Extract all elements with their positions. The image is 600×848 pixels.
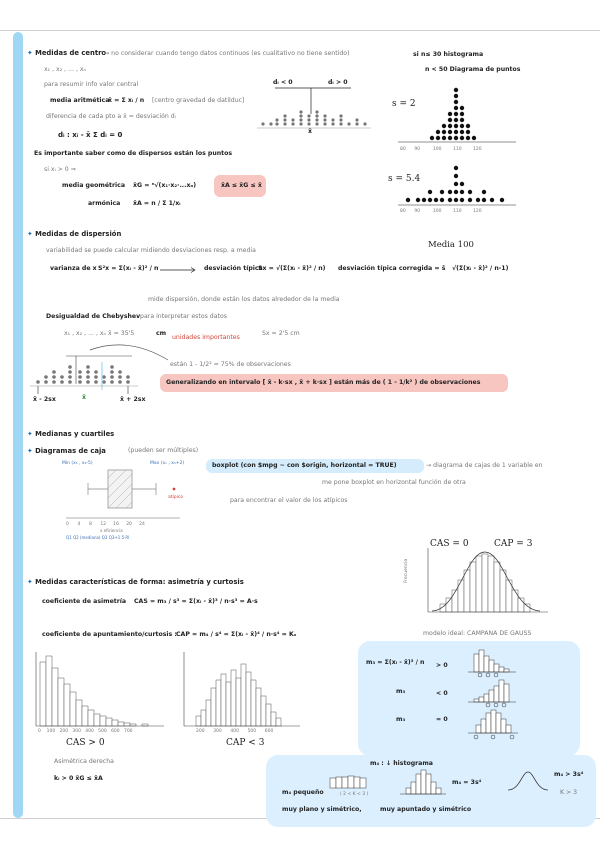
media100-label: Media 100 (428, 240, 474, 250)
max-label: Max (xₙ , x₃+2) (150, 461, 185, 466)
dotplot-s2 (398, 84, 518, 150)
di-formula: dᵢ : xᵢ - x̄ Σ dᵢ = 0 (58, 131, 123, 139)
x-sequence: x₁ , x₂ , ... , xₙ (44, 66, 87, 73)
m3-formula: m₃ = Σ(xᵢ - x̄)³ / n (366, 659, 425, 666)
n-diagrama-label: n < 50 Diagrama de puntos (425, 66, 521, 73)
label-xbar-minus-2sx: x̄ - 2sx (33, 396, 56, 403)
sx-value: Sx = 2'5 cm (262, 330, 300, 337)
histogram-flat (180, 652, 310, 734)
desviacion-dotplot (255, 80, 395, 140)
cap-lt3-label: CAP < 3 (226, 738, 265, 748)
mide-note: mide dispersión, donde están los datos alrededor de la media (148, 296, 340, 303)
m3-gt0: > 0 (436, 662, 448, 669)
m4-title: m₄ : ↓ histograma (370, 760, 433, 767)
varianza-label: varianza de x (50, 265, 97, 272)
generalizando-formula: Generalizando en intervalo [ x̄ - k·sx , x̄ + k·sx ] están más de ( 1 - 1/k² ) de observaciones (166, 379, 481, 386)
apuntamiento-label: coeficiente de apuntamiento/curtosis : (42, 631, 177, 638)
k-gt3: K > 3 (560, 789, 578, 796)
label-xbar-plus-2sx: x̄ + 2sx (120, 396, 146, 403)
top-divider (0, 30, 600, 31)
boxplot-desc2: me pone boxplot en horizontal función de otra (322, 479, 466, 486)
asimetria-formula: CAS = m₃ / s³ = Σ(xᵢ - x̄)³ / n·s³ = A·s (134, 598, 258, 605)
atipicos-note: para encontrar el valor de los atípicos (230, 497, 348, 504)
m3c-label: m₃ (396, 716, 406, 723)
geom-formula: x̄G = ⁿ√(x₁·x₂·...xₙ) (133, 182, 197, 189)
section-centro-title: ✦ Medidas de centro (27, 49, 107, 57)
chebyshev-seq: x₁ , x₂ , ... , xₙ x̄ = 35'5 (64, 330, 135, 337)
ineq-formula: x̄A ≤ x̄G ≤ x̄ (221, 182, 262, 189)
boxplot-code: boxplot (con $mpg ~ con $origin, horizontal = TRUE) (212, 462, 397, 469)
cap3-label: CAP = 3 (494, 539, 533, 549)
resumir-note: para resumir info valor central (44, 81, 139, 88)
x-labels-mid: 200 300 400 500 600 (196, 729, 274, 734)
s2-label: s = 2 (392, 99, 416, 109)
modelo-ideal: modelo ideal: CAMPANA DE GAUSS (423, 630, 532, 637)
diferencia-note: diferencia de cada pto a x̄ = desviación dᵢ (46, 113, 176, 120)
estan-note: están 1 - 1/2² = 75% de observaciones (170, 361, 291, 368)
section-forma-title: ✦ Medidas características de forma: asimetría y curtosis (27, 578, 244, 586)
desv-corr-formula: √(Σ(xᵢ - x̄)² / n-1) (452, 265, 509, 272)
varianza-formula: S²x = Σ(xᵢ - x̄)² / n (98, 265, 159, 272)
boxplot-desc: → diagrama de cajas de 1 variable en (426, 462, 543, 469)
desv-corr-label: desviación típica corregida = ŝ (338, 265, 446, 272)
arm-formula: x̄A = n / Σ 1/xᵢ (133, 200, 181, 207)
chebyshev-label: Desigualdad de Chebyshev (46, 313, 141, 320)
m4-eq: m₄ = 3s⁴ (452, 779, 482, 786)
diagramas-caja-note: (pueden ser múltiples) (128, 447, 199, 454)
symmetric-sketch (466, 707, 522, 741)
arm-label: armónica (88, 200, 121, 207)
m4-range: ( 2 < K < 3 ) (340, 792, 369, 797)
leptokurtic-sketch (506, 770, 550, 794)
s54-label: s = 5.4 (388, 174, 421, 184)
chebyshev-note: : para interpretar estos datos (136, 313, 227, 320)
label-xbar: x̄ (82, 394, 86, 401)
centro-note: → no considerar cuando tengo datos continuos (es cualitativo no tiene sentido) (104, 50, 350, 57)
min-label: Min (x₁ , x₂-5) (62, 461, 93, 466)
box-axis-label: x eficiencia (100, 528, 123, 533)
gauss-histogram (418, 548, 558, 618)
cas-gt0-label: CAS > 0 (66, 738, 105, 748)
m3b-label: m₃ (396, 688, 406, 695)
muy-plano: muy plano y simétrico, (282, 806, 362, 813)
atipico-label: atípico (168, 495, 184, 500)
margin-bar (13, 32, 23, 818)
di-positive-label: dᵢ > 0 (328, 79, 348, 86)
muy-apuntado: muy apuntado y simétrico (380, 806, 472, 813)
diagramas-caja-title: ✦ Diagramas de caja (27, 447, 106, 455)
arrow-varianza (160, 266, 198, 274)
skew-left-sketch (466, 678, 522, 708)
si-x: si xᵢ > 0 ⇒ (44, 166, 76, 173)
m4-gt: m₄ > 3s⁴ (554, 771, 584, 778)
variabilidad-note: variabilidad se puede calcular midiendo desviaciones resp. a media (46, 247, 256, 254)
peaked-sketch (398, 768, 448, 798)
asimetrica-derecha: Asimétrica derecha (54, 758, 114, 765)
media-label: media aritmética (50, 97, 110, 104)
box-axis-ticks: 0 4 8 12 16 20 24 (66, 522, 145, 527)
ticks-s54: 80 90 100 110 120 (400, 209, 482, 214)
media-formula: x̄ = Σ xᵢ / n (108, 97, 145, 104)
frecuencia-label: Frecuencia (404, 558, 409, 583)
media-note: [centro gravedad de datilduc] (152, 97, 245, 104)
skew-right-sketch (466, 648, 522, 678)
xbar-label: x̄ (308, 128, 312, 135)
m3-lt0: < 0 (436, 690, 448, 697)
ineq-bottom: kᵢ > 0 x̄G ≤ x̄A (54, 775, 103, 782)
cm-unit: cm (156, 330, 167, 337)
x-labels-left: 0 100 200 300 400 500 600 700 (38, 729, 133, 734)
flat-sketch (328, 772, 374, 790)
unidades-note: unidades importantes (172, 334, 240, 341)
m4-pequeno: m₄ pequeño (282, 789, 324, 796)
dotplot-s54 (398, 162, 518, 214)
importante-note: Es importante saber como de dispersos están los puntos (34, 150, 233, 157)
geom-label: media geométrica (62, 182, 126, 189)
m3-eq0: = 0 (436, 716, 448, 723)
section-medianas-title: ✦ Medianas y cuartiles (27, 430, 115, 438)
desv-formula: Sx = √(Σ(xᵢ - x̄)² / n) (258, 265, 326, 272)
section-dispersion-title: ✦ Medidas de dispersión (27, 230, 122, 238)
cas0-label: CAS = 0 (430, 539, 469, 549)
asimetria-label: coeficiente de asimetría (42, 598, 127, 605)
ticks-s2: 80 90 100 110 120 (400, 147, 482, 152)
histogram-asymmetric (34, 652, 174, 734)
desv-label: desviación típica (204, 265, 263, 272)
quartile-labels: Q1 Q2 (mediana) Q3 Q3+1.5·RI (66, 535, 130, 540)
apuntamiento-formula: CAP = m₄ / s⁴ = Σ(xᵢ - x̄)⁴ / n·s⁴ = Kₓ (176, 631, 297, 638)
n-histograma-label: si n≤ 30 histograma (413, 51, 484, 58)
di-negative-label: dᵢ < 0 (273, 79, 293, 86)
